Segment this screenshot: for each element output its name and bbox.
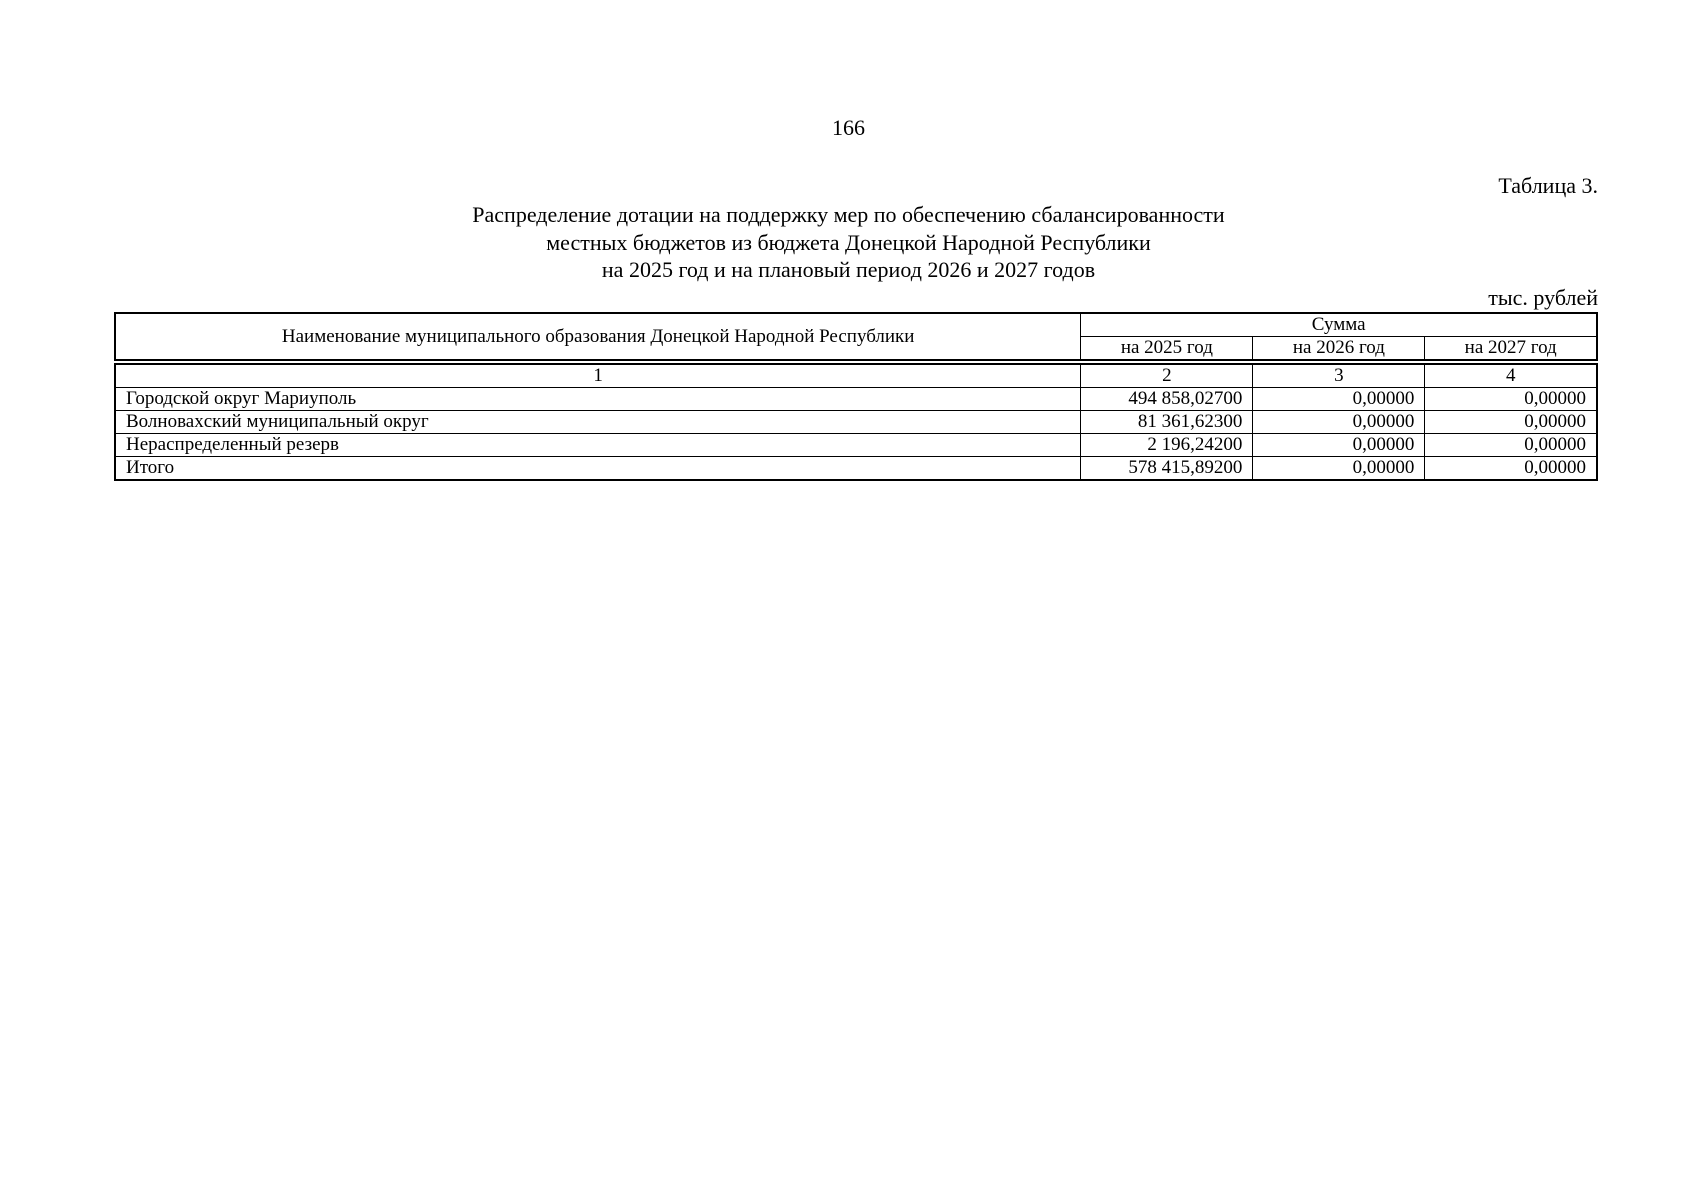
table-body xyxy=(114,363,1598,481)
column-number: 2 xyxy=(1081,364,1253,388)
units-label: тыс. рублей xyxy=(1488,285,1598,310)
row-value-2027: 0,00000 xyxy=(1425,388,1597,411)
table-header xyxy=(114,312,1598,361)
title-line: Распределение дотации на поддержку мер по обеспечению сбалансированности xyxy=(472,202,1225,227)
row-value-2025: 494 858,02700 xyxy=(1081,388,1253,411)
row-value-2025: 2 196,24200 xyxy=(1081,434,1253,457)
distribution-table xyxy=(114,312,1598,481)
row-value-2027: 0,00000 xyxy=(1425,434,1597,457)
header-year-2025: на 2025 год xyxy=(1081,337,1253,361)
column-numbers-row xyxy=(115,364,1597,388)
table-label: Таблица 3. xyxy=(1498,173,1598,198)
row-value-2026: 0,00000 xyxy=(1253,411,1425,434)
row-value-2026: 0,00000 xyxy=(1253,457,1425,481)
table-row xyxy=(115,434,1597,457)
table-row xyxy=(115,388,1597,411)
table-row xyxy=(115,411,1597,434)
title-line: местных бюджетов из бюджета Донецкой Народной Республики xyxy=(546,229,1151,255)
row-name: Итого xyxy=(115,457,1081,481)
page-number: 166 xyxy=(832,115,865,140)
row-value-2025: 578 415,89200 xyxy=(1081,457,1253,481)
header-name-column: Наименование муниципального образования Донецкой Народной Республики xyxy=(115,313,1081,360)
column-number: 1 xyxy=(115,364,1081,388)
row-value-2026: 0,00000 xyxy=(1253,388,1425,411)
row-value-2027: 0,00000 xyxy=(1425,411,1597,434)
row-name: Нераспределенный резерв xyxy=(115,434,1081,457)
row-value-2025: 81 361,62300 xyxy=(1081,411,1253,434)
title-line: на 2025 год и на плановый период 2026 и 2027 годов xyxy=(601,257,1096,282)
row-value-2027: 0,00000 xyxy=(1425,457,1597,481)
header-sum-group: Сумма xyxy=(1081,313,1597,337)
header-year-2027: на 2027 год xyxy=(1425,337,1597,361)
column-number: 4 xyxy=(1425,364,1597,388)
header-year-2026: на 2026 год xyxy=(1253,337,1425,361)
table-row-total xyxy=(115,457,1597,481)
column-number: 3 xyxy=(1253,364,1425,388)
row-value-2026: 0,00000 xyxy=(1253,434,1425,457)
row-name: Волноваxский муниципальный округ xyxy=(115,411,1081,434)
document-title xyxy=(0,201,1697,284)
row-name: Городской округ Мариуполь xyxy=(115,388,1081,411)
